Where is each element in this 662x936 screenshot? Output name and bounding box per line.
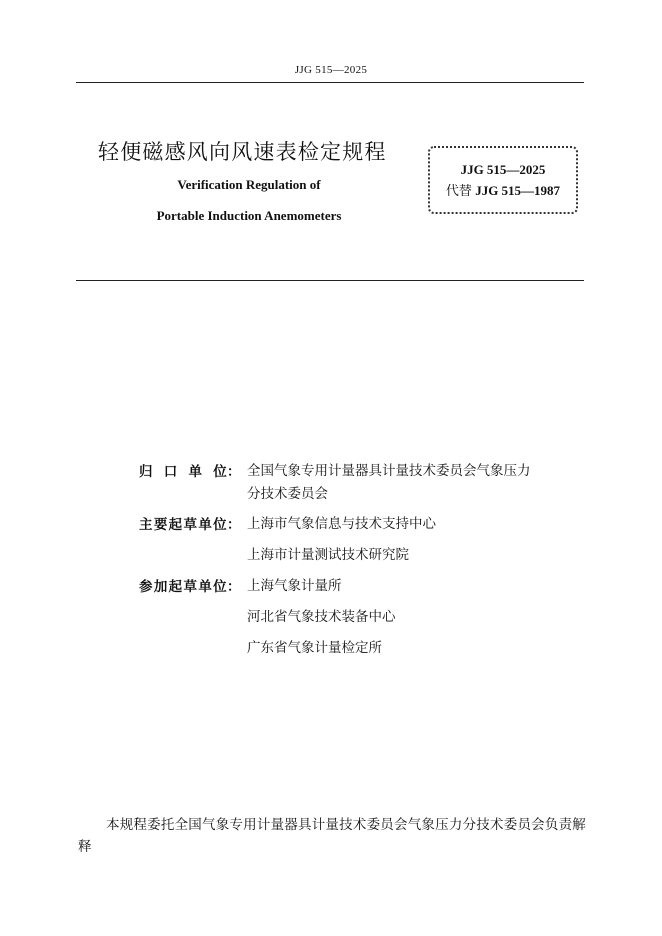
- drafting-units-block: [139, 460, 589, 668]
- participating-unit: 上海气象计量所: [247, 578, 342, 594]
- replaces-number: JJG 515—1987: [475, 182, 561, 198]
- header-rule: [76, 82, 584, 83]
- title-english-line1: Verification Regulation of: [177, 177, 321, 192]
- main-drafting-unit: 上海市计量测试技术研究院: [247, 547, 409, 563]
- replaces-prefix: 代替: [445, 183, 472, 199]
- participating-unit: 河北省气象技术装备中心: [247, 609, 396, 625]
- running-header-code: JJG 515—2025: [294, 64, 368, 76]
- main-drafting-unit: 上海市气象信息与技术支持中心: [247, 516, 436, 532]
- participating-drafting-label: 参加起草单位: [139, 579, 227, 595]
- title-english-line2: Portable Induction Anemometers: [156, 208, 342, 223]
- responsible-unit-row: [139, 460, 589, 513]
- label-colon: ：: [227, 579, 241, 595]
- responsible-unit-label: 归 口 单 位: [139, 464, 227, 480]
- replaces-line: [446, 180, 560, 202]
- main-drafting-label: 主要起草单位: [139, 517, 227, 533]
- title-bottom-rule: [76, 280, 584, 281]
- participating-drafting-row: [139, 575, 589, 668]
- regulation-code-box: [428, 146, 578, 214]
- interpretation-note: 本规程委托全国气象专用计量器具计量技术委员会气象压力分技术委员会负责解释: [78, 817, 586, 855]
- label-colon: ：: [227, 464, 241, 480]
- responsible-unit-line1: 全国气象专用计量器具计量技术委员会气象压力: [247, 463, 531, 479]
- main-drafting-row: [139, 513, 589, 575]
- participating-unit: 广东省气象计量检定所: [247, 640, 382, 656]
- title-chinese: 轻便磁感风向风速表检定规程: [98, 140, 387, 164]
- responsible-unit-line2: 分技术委员会: [247, 486, 328, 502]
- label-colon: ：: [227, 517, 241, 533]
- regulation-number: JJG 515—2025: [460, 161, 546, 177]
